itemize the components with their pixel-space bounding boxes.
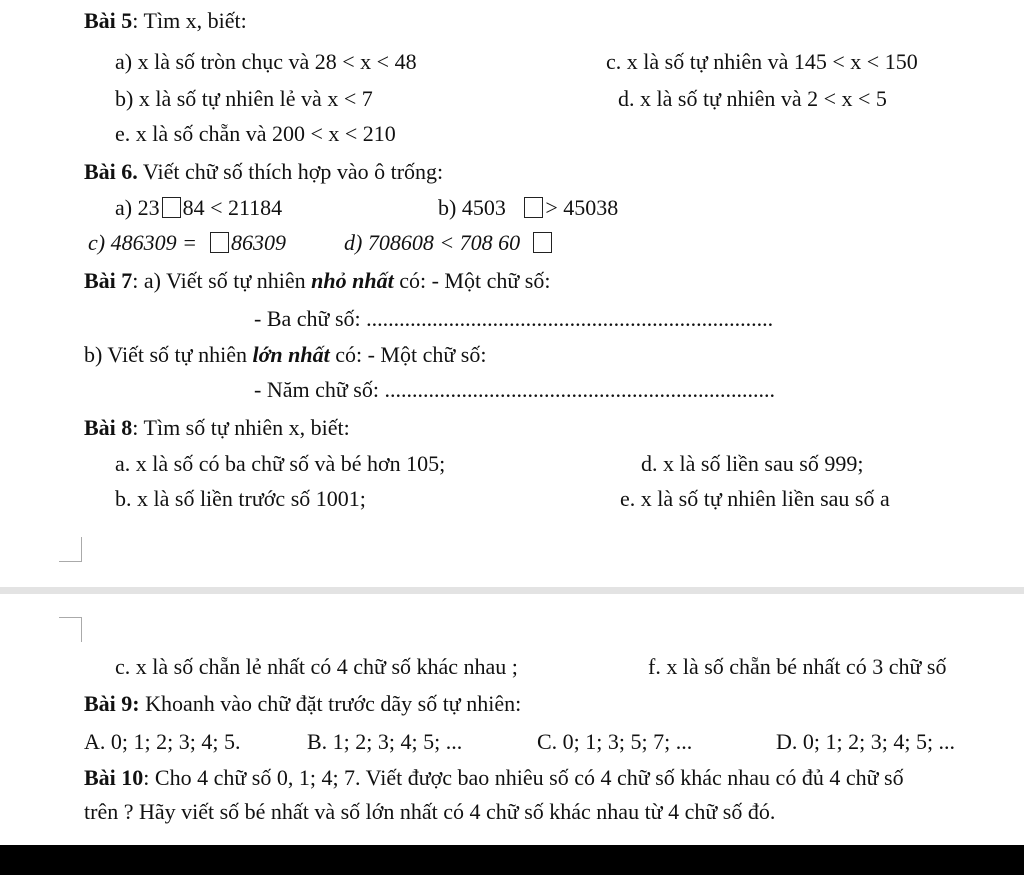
bai8-item-a: a. x là số có ba chữ số và bé hơn 105;	[115, 451, 446, 476]
bai6-c-prefix: c) 486309 =	[88, 230, 203, 255]
bai7-b-text-a: b) Viết số tự nhiên	[84, 342, 253, 367]
bai6-item-d	[344, 228, 554, 258]
bai7-line-three-digits: - Ba chữ số: ..........................................................................	[254, 306, 774, 331]
bai6-b-suffix: > 45038	[545, 195, 619, 220]
bai6-item-b	[438, 193, 618, 223]
bai9-option-d[interactable]: D. 0; 1; 2; 3; 4; 5; ...	[776, 729, 956, 754]
bai9-option-c[interactable]: C. 0; 1; 3; 5; 7; ...	[537, 729, 693, 754]
bai9-option-a[interactable]: A. 0; 1; 2; 3; 4; 5.	[84, 729, 241, 754]
bai6-title	[84, 157, 443, 187]
blank-box[interactable]	[533, 232, 552, 253]
bai5-item-b: b) x là số tự nhiên lẻ và x < 7	[115, 86, 373, 111]
page-break	[0, 587, 1024, 594]
bai7-b-text-b: có: - Một chữ số:	[329, 342, 487, 367]
page-corner-mark	[59, 617, 82, 642]
bai7-title-text-b: có: - Một chữ số:	[393, 268, 551, 293]
bai5-number: Bài 5	[84, 8, 133, 33]
bai7-line-five-digits: - Năm chữ số: .......................................................................	[254, 377, 775, 402]
bai7-emphasis-largest: lớn nhất	[252, 342, 330, 367]
bai8-title-text: : Tìm số tự nhiên x, biết:	[132, 415, 350, 440]
bai5-title	[84, 6, 247, 36]
bai8-item-f: f. x là số chẵn bé nhất có 3 chữ số	[648, 654, 947, 679]
bottom-bar	[0, 845, 1024, 875]
bai6-number: Bài 6.	[84, 159, 138, 184]
bai6-item-a	[115, 193, 282, 223]
bai6-d-prefix: d) 708608 < 708 60	[344, 230, 526, 255]
bai6-a-prefix: a) 23	[115, 195, 160, 220]
blank-box[interactable]	[210, 232, 229, 253]
bai5-item-a: a) x là số tròn chục và 28 < x < 48	[115, 49, 417, 74]
blank-box[interactable]	[524, 197, 543, 218]
bai6-c-suffix: 86309	[230, 230, 286, 255]
bai8-number: Bài 8	[84, 415, 133, 440]
bai7-title	[84, 266, 550, 296]
bai5-item-e: e. x là số chẵn và 200 < x < 210	[115, 121, 396, 146]
bai10-number: Bài 10	[84, 765, 144, 790]
page-corner-mark	[59, 537, 82, 562]
bai5-title-text: : Tìm x, biết:	[132, 8, 247, 33]
bai10-title	[84, 763, 904, 793]
bai7-emphasis-smallest: nhỏ nhất	[311, 268, 394, 293]
blank-box[interactable]	[162, 197, 181, 218]
bai9-title-text: Khoanh vào chữ đặt trước dãy số tự nhiên:	[139, 691, 522, 716]
bai8-item-c: c. x là số chẵn lẻ nhất có 4 chữ số khác nhau ;	[115, 654, 518, 679]
bai6-item-c	[88, 228, 286, 258]
bai8-item-b: b. x là số liền trước số 1001;	[115, 486, 366, 511]
bai10-text-line1: : Cho 4 chữ số 0, 1; 4; 7. Viết được bao nhiêu số có 4 chữ số khác nhau có đủ 4 chữ số	[143, 765, 904, 790]
bai8-title	[84, 413, 350, 443]
bai5-item-d: d. x là số tự nhiên và 2 < x < 5	[618, 86, 887, 111]
bai8-item-e: e. x là số tự nhiên liền sau số a	[620, 486, 890, 511]
bai9-number: Bài 9:	[84, 691, 140, 716]
bai5-item-c: c. x là số tự nhiên và 145 < x < 150	[606, 49, 918, 74]
bai9-option-b[interactable]: B. 1; 2; 3; 4; 5; ...	[307, 729, 463, 754]
bai10-text-line2: trên ? Hãy viết số bé nhất và số lớn nhất có 4 chữ số khác nhau từ 4 chữ số đó.	[84, 799, 776, 824]
bai7-part-b	[84, 340, 486, 370]
bai8-item-d: d. x là số liền sau số 999;	[641, 451, 864, 476]
bai6-a-suffix: 84 < 21184	[182, 195, 283, 220]
bai7-title-text-a: : a) Viết số tự nhiên	[132, 268, 312, 293]
bai6-b-prefix: b) 4503	[438, 195, 506, 220]
bai7-number: Bài 7	[84, 268, 133, 293]
bai6-title-text: Viết chữ số thích hợp vào ô trống:	[137, 159, 444, 184]
bai9-title	[84, 689, 521, 719]
